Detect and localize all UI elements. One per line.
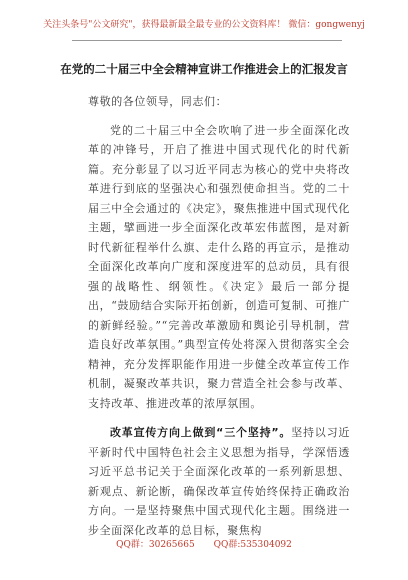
footer-contact [0, 539, 408, 551]
paragraph-1: 党的二十届三中全会吹响了进一步全面深化改革的冲锋号，开启了推进中国式现代化的时代新篇。充分彰显了以习近平同志为核心的党中央将改革进行到底的坚强决心和强烈使命担当。党的二十届三中全会通过的《决定》，聚焦推进中国式现代化主题，擘画进一步全面深化改革宏伟蓝图，是对新时代新征程举什么旗、走什么路的再宣示，是推动全面深化改革向广度和深度进军的总动员，具有很强的战略性、纲领性。《决定》最后一部分提出，“鼓励结合实际开拓创新，创造可复制、可推广的新鲜经验。”“完善改革激励和舆论引导机制，营造良好改革氛围。”典型宣传处将深入贯彻落实全会精神，充分发挥职能作用进一步健全改革宣传工作机制，凝聚改革共识，聚力营造全社会参与改革、支持改革、推进改革的浓厚氛围。 [88, 123, 350, 410]
header-promo: 关注头条号"公文研究"，获得最新最全最专业的公文资料库！ 微信：gongwenyj [43, 20, 365, 30]
paragraph-2-text: 坚持以习近平新时代中国特色社会主义思想为指导，学深悟透习近平总书记关于全面深化改革的一系列新思想、新观点、新论断，确保改革宣传始终保持正确政治方向。一是坚持聚焦中国式现代化主题。围绕进一步全面深化改革的总目标，聚焦构 [88, 426, 351, 537]
document-title: 在党的二十届三中全会精神宣讲工作推进会上的汇报发言 [60, 62, 348, 76]
footer-qq-group-1: QQ群：30265665 [116, 540, 195, 550]
paragraph-2-heading: 改革宣传方向上做到“三个坚持”。 [110, 426, 292, 439]
header-divider [72, 40, 342, 41]
document-body [88, 92, 350, 540]
footer-qq-group-2: QQ群:535304092 [213, 540, 292, 550]
paragraph-2 [88, 423, 350, 540]
salutation: 尊敬的各位领导，同志们： [88, 95, 228, 108]
